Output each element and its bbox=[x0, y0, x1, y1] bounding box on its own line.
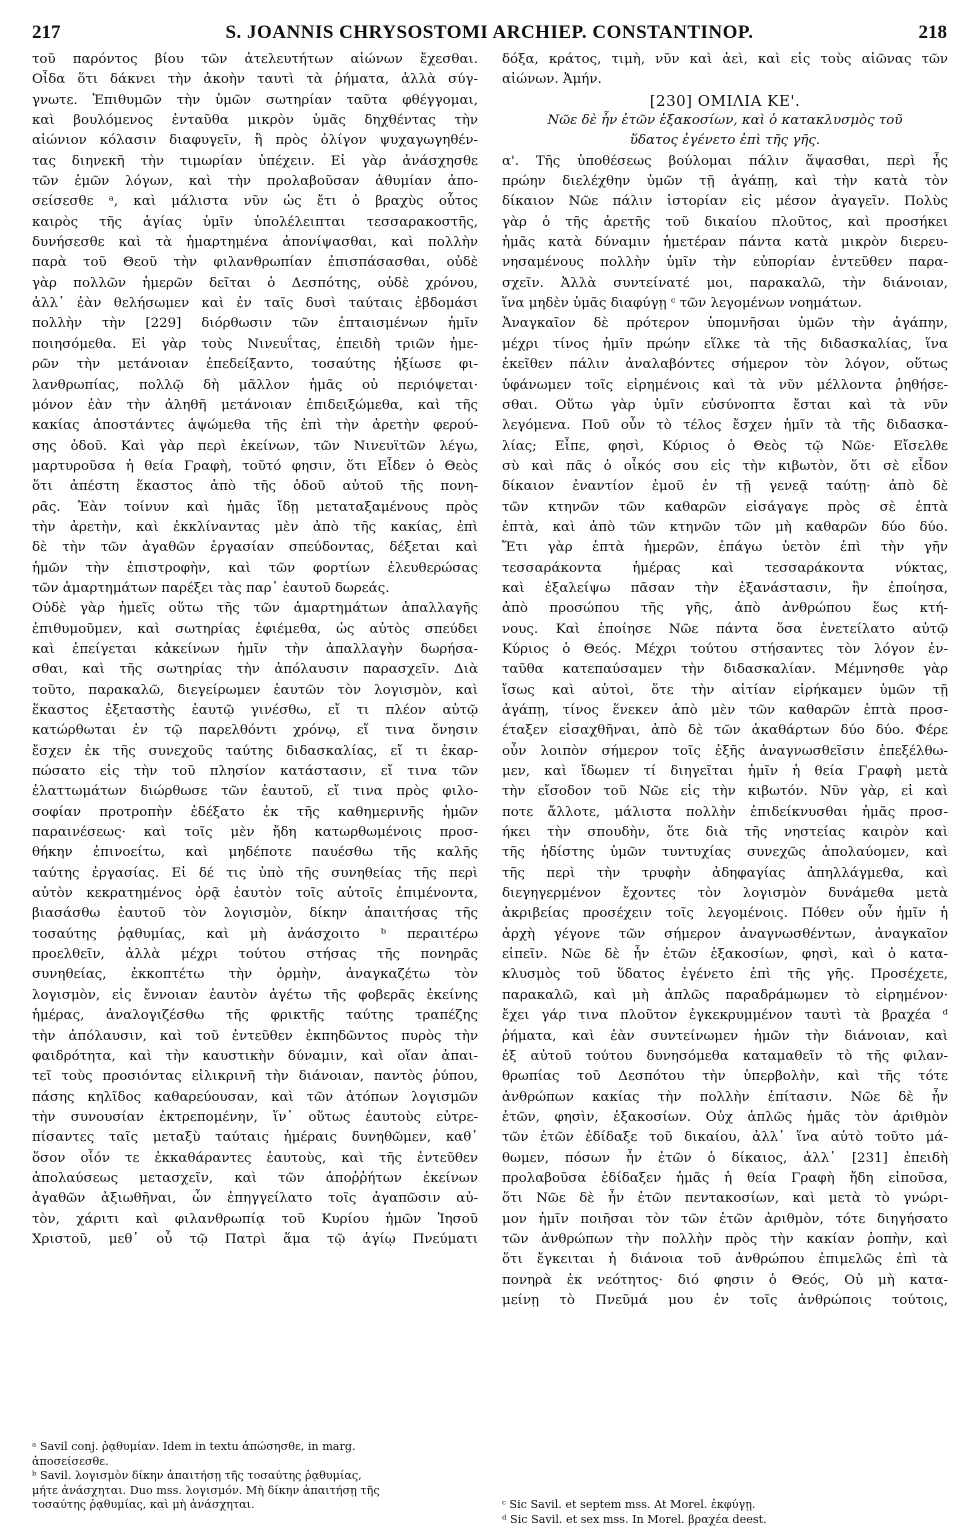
text-line: βιασάσθω ἑαυτοῦ τὸν λογισμὸν, δίκην ἀπαιτήσας τῆς bbox=[32, 906, 478, 922]
text-line: ὅτι ἔγκειται ἡ διάνοια τοῦ ἀνθρώπου ἐπιμελῶς ἐπὶ τὰ bbox=[502, 1252, 948, 1268]
text-line: τεσσαράκοντα ἡμέρας καὶ τεσσαράκοντα νύκτας, bbox=[502, 560, 948, 576]
text-line: καιρὸς τῆς ἁγίας ὑμῖν ὑπολέλειπται τεσσαρακοστῆς, bbox=[32, 214, 478, 230]
text-line: ταύτης ἐργασίας. Εἰ δέ τις ὑπὸ τῆς συνηθείας τῆς περὶ bbox=[32, 865, 478, 881]
text-line: ὅτι ἀπέστη ἕκαστος ἀπὸ τῆς ὁδοῦ αὐτοῦ τῆς πονη- bbox=[32, 479, 478, 495]
text-line: λεγόμενα. Ποῦ οὖν τὸ τέλος ἔσχεν ἡμῖν τὰ τῆς διδασκα- bbox=[502, 418, 948, 434]
text-line: παρακαλῶ, καὶ μὴ ἁπλῶς παραδράμωμεν τὸ εἰρημένον· bbox=[502, 987, 948, 1003]
text-line: ἐκεῖθεν πάλιν ἀναλαβόντες σήμερον τὸν λόγον, οὕτως bbox=[502, 357, 948, 373]
text-line: α'. Τῆς ὑποθέσεως βούλομαι πάλιν ἅψασθαι, περὶ ἧς bbox=[502, 153, 948, 169]
text-line: ρῶν τὴν μετάνοιαν ἐπεδείξαντο, τοσαύτης ἠξίωσε φι- bbox=[32, 357, 478, 373]
text-line: μεν, καὶ ἴδωμεν τί διηγεῖται ἡμῖν ἡ θεία Γραφὴ μετὰ bbox=[502, 764, 948, 780]
text-line: ἐπιθυμοῦμεν, καὶ σωτηρίας ἐφιέμεθα, ὡς αὐτὸς σπεύδει bbox=[32, 621, 478, 637]
text-line: μον ἡμῖν ποιῆσαι τὸν τῶν ἐτῶν ἀριθμὸν, τότε διηγήσατο bbox=[502, 1211, 948, 1227]
text-line: διεγηγερμένον ἔχοντες τὸν λογισμὸν δυνάμεθα μετὰ bbox=[502, 886, 948, 902]
text-line: πάσης κηλῖδος καθαρεύουσαν, καὶ τῶν ἀτόπων λογισμῶν bbox=[32, 1089, 478, 1105]
text-line: ποτε ἄλλοτε, μάλιστα πολλὴν ἐπιδείκνυσθαι ἡμᾶς προσ- bbox=[502, 804, 948, 820]
text-line: ἐλαττωμάτων διώρθωσε τῶν ἑαυτοῦ, εἴ τινα πρὸς φιλο- bbox=[32, 784, 478, 800]
text-line: ἀγαθῶν ἀξιωθῆναι, ὧν ἐπηγγείλατο τοῖς ἀγαπῶσιν αὐ- bbox=[32, 1191, 478, 1207]
text-line: ἔσχεν ἐκ τῆς συνεχοῦς ταύτης διδασκαλίας, εἴ τι ἐκαρ- bbox=[32, 743, 478, 759]
text-line: ἡμέρας, ἀναλογιζέσθω τῆς φρικτῆς ταύτης τραπέζης bbox=[32, 1008, 478, 1024]
text-line: κλυσμὸς τοῦ ὕδατος ἐγένετο ἐπὶ τῆς γῆς. Προσέχετε, bbox=[502, 967, 948, 983]
text-line: αὐτὸν κεκρατημένος ὁρᾷ ἑαυτὸν τοῖς αὐτοῖς ἐπιμένοντα, bbox=[32, 886, 478, 902]
text-line: πώσατο εἰς τὴν τοῦ πλησίον κατάστασιν, εἴ τινα τῶν bbox=[32, 764, 478, 780]
text-line: ἕκαστος ἐξεταστὴς ἑαυτῷ γινέσθω, εἴ τι πλέον αὐτῷ bbox=[32, 703, 478, 718]
text-line: σθαι, καὶ τῆς σωτηρίας τὴν ἀπόλαυσιν παρασχεῖν. Διὰ bbox=[32, 662, 478, 678]
text-line: ἀλλ᾽ ἐὰν θελήσωμεν καὶ ἐν ταῖς δυσὶ ταύταις ἑβδομάσι bbox=[32, 296, 478, 312]
text-line: ἐξ αὐτοῦ τούτου δυνησόμεθα καταμαθεῖν τὸ τῆς φιλαν- bbox=[502, 1048, 948, 1064]
text-line: σχεῖν. Ἀλλὰ συντείνατέ μοι, παρακαλῶ, τὴν διάνοιαν, bbox=[502, 275, 948, 291]
text-line: γὰρ ὁ τῆς ἀρετῆς τοῦ δικαίου πλοῦτος, καὶ προσήκει bbox=[502, 214, 948, 230]
text-line: ὅτι Νῶε δὲ ἦν ἐτῶν πεντακοσίων, καὶ μετὰ τὸ γνώρι- bbox=[502, 1191, 948, 1207]
text-line: τας διηνεκῆ τὴν τιμωρίαν ὑπέχειν. Εἰ γὰρ ἀνάσχησθε bbox=[32, 153, 478, 169]
text-line: εἰπεῖν. Νῶε δὲ ἦν ἐτῶν ἑξακοσίων, φησὶ, καὶ ὁ κατα- bbox=[502, 947, 948, 963]
text-line: ἐτῶν, φησὶν, ἑξακοσίων. Οὐχ ἁπλῶς ἡμᾶς τὸν ἀριθμὸν bbox=[502, 1109, 948, 1125]
text-line: τῶν ἐμῶν λόγων, καὶ τὴν προλαβοῦσαν ἀθυμίαν ἀπο- bbox=[32, 174, 478, 190]
text-line: ρᾶς. Ἐὰν τοίνυν καὶ ἡμᾶς ἴδῃ μεταταξαμένους πρὸς bbox=[32, 499, 478, 515]
right-footnotes bbox=[502, 1498, 948, 1527]
footnote-line: μήτε ἀνάσχηται. Duo mss. λογισμόν. Μὴ δίκην ἀπαιτήσῃ τῆς bbox=[32, 1483, 380, 1497]
footnote-line: ᶜ Sic Savil. et septem mss. At Morel. ἐκφύγῃ. bbox=[502, 1498, 756, 1511]
text-line: δὲ τὴν τῶν ἀγαθῶν ἐργασίαν σπεύδοντας, δέξεται καὶ bbox=[32, 540, 478, 556]
text-line: δόξα, κράτος, τιμὴ, νῦν καὶ ἀεὶ, καὶ εἰς τοὺς αἰῶνας τῶν bbox=[502, 52, 948, 67]
text-line: ἀκριβείας προσέχειν τοῖς λεγομένοις. Πόθεν οὖν ἡμῖν ἡ bbox=[502, 906, 948, 922]
text-line: τῆς περὶ τὴν τρυφὴν ἀδηφαγίας ἀπηλλάγμεθα, καὶ bbox=[502, 865, 948, 881]
footnote-line: τοσαύτης ῥᾳθυμίας, καὶ μὴ ἀνάσχηται. bbox=[32, 1498, 255, 1512]
text-line: τοῦ παρόντος βίου τῶν ἀτελευτήτων αἰώνων ἔχεσθαι. bbox=[32, 52, 478, 67]
text-line: Ἀναγκαῖον δὲ πρότερον ὑπομνῆσαι ὑμῶν τὴν ἀγάπην, bbox=[502, 316, 948, 332]
text-line: αἰώνων. Ἀμήν. bbox=[502, 72, 602, 88]
text-line: ὑφάνωμεν τοῖς εἰρημένοις καὶ τὰ νῦν μέλλοντα ῥηθήσε- bbox=[502, 377, 948, 393]
text-line: σὺ καὶ πᾶς ὁ οἶκός σου εἰς τὴν κιβωτὸν, ὅτι σὲ εἶδον bbox=[502, 458, 948, 474]
text-line: κακίας ἀποστάντες ἁψώμεθα τῆς ἐπὶ τὴν ἀρετὴν φερού- bbox=[32, 418, 478, 434]
text-line: ἡμῶν τὴν ἐπιστροφὴν, καὶ τῶν φορτίων ἐλευθερώσας bbox=[32, 560, 478, 576]
text-line: οὖν λοιπὸν σήμερον τοῖς ἑξῆς ἀναγνωσθεῖσιν ἐπεξέλθω- bbox=[502, 743, 948, 759]
text-line: θρωπίας τοῦ Δεσπότου τὴν ὑπερβολὴν, καὶ τῆς τότε bbox=[502, 1069, 948, 1085]
text-line: αἰώνιον κόλασιν διαφυγεῖν, ἢ πρὸς ὀλίγον ψυχαγωγηθέν- bbox=[32, 133, 478, 149]
text-line: [230] ΟΜΙΛΙΑ ΚΕ'. bbox=[649, 91, 801, 110]
text-line: τὴν ἀπόλαυσιν, καὶ τοῦ ἐντεῦθεν ἐκπηδῶντος πυρὸς τὴν bbox=[32, 1028, 478, 1044]
text-line: νους. Καὶ ἐποίησε Νῶε πάντα ὅσα ἐνετείλατο αὐτῷ bbox=[502, 621, 948, 637]
text-line: τὸν, χάριτι καὶ φιλανθρωπίᾳ τοῦ Κυρίου ἡμῶν Ἰησοῦ bbox=[32, 1211, 478, 1227]
text-line: προλαβοῦσα ἐδίδαξεν ἡμᾶς ἡ θεία Γραφὴ ἤδη εἰποῦσα, bbox=[502, 1170, 948, 1186]
text-line: παρὰ τοῦ Θεοῦ τὴν φιλανθρωπίαν ἐπισπάσασθαι, οὐδὲ bbox=[32, 255, 478, 271]
text-line: ποιησόμεθα. Εἰ γὰρ τοὺς Νινευΐτας, ἐπειδὴ τριῶν ἡμε- bbox=[32, 336, 478, 352]
text-line: πίσαντες ταῖς μεταξὺ ταύταις ἡμέραις δυνηθῶμεν, καθ᾽ bbox=[32, 1130, 478, 1146]
footnote-line: ᵇ Savil. λογισμὸν δίκην ἀπαιτήσῃ τῆς τοσαύτης ῥᾳθυμίας, bbox=[32, 1469, 362, 1483]
text-line: λογισμὸν, εἰς ἔννοιαν ἑαυτὸν ἀγέτω τῆς φοβερᾶς ἐκείνης bbox=[32, 987, 478, 1003]
text-line: Οἶδα ὅτι δάκνει τὴν ἀκοὴν ταυτὶ τὰ ῥήματα, ἀλλὰ σύγ- bbox=[32, 72, 478, 88]
text-line: τὴν συνουσίαν ἐκτρεπομένην, ἵν᾽ οὕτως ἑαυτοὺς εὐτρε- bbox=[32, 1109, 478, 1125]
footnote-line: ἀποσείσεσθε. bbox=[32, 1454, 109, 1468]
text-line: σοφίαν προτροπὴν ἐδέξατο ἐκ τῆς καθημερινῆς ἡμῶν bbox=[32, 804, 478, 820]
text-line: δυνήσεσθε καὶ τὰ ἡμαρτημένα ἀπονίψασθαι, καὶ πολλὴν bbox=[32, 235, 478, 251]
text-line: ἔχει γάρ τινα πλοῦτον ἐγκεκρυμμένον ταυτὶ τὰ βραχέα ᵈ bbox=[502, 1008, 948, 1024]
text-line: συνηθείας, ἐκκοπτέτω τὴν ὁρμὴν, ἀναγκαζέτω τὸν bbox=[32, 967, 478, 983]
text-line: σείσεσθε ᵃ, καὶ μάλιστα νῦν ὡς ἔτι ὁ βραχὺς οὗτος bbox=[32, 194, 478, 210]
text-line: καὶ ἐπείγεται κἀκείνων ἡμῖν τὴν ἀπαλλαγὴν δωρήσα- bbox=[32, 641, 478, 657]
text-line: μείνῃ τὸ Πνεῦμά μου ἐν τοῖς ἀνθρώποις τούτοις, bbox=[502, 1292, 948, 1308]
text-line: γὰρ πολλῶν ἡμερῶν δεῖται ὁ Δεσπότης, οὐδὲ χρόνου, bbox=[32, 275, 478, 291]
left-footnotes bbox=[32, 1440, 478, 1513]
text-line: έταξεν εἰσαχθῆναι, ἀπὸ δὲ τῶν ἀκαθάρτων δύο δύο. Φέρε bbox=[502, 723, 948, 739]
text-line: ἀπολαύσεως μετασχεῖν, καὶ τῶν ἀποῤῥήτων ἐκείνων bbox=[32, 1170, 478, 1186]
footnote-line: ᵃ Savil conj. ῥᾳθυμίαν. Idem in textu ἀπώσησθε, in marg. bbox=[32, 1440, 356, 1453]
page-number-left: 217 bbox=[32, 22, 61, 43]
text-line: πρώην διελέχθην ὑμῶν τῇ ἀγάπῃ, καὶ τὴν κατὰ τὸν bbox=[502, 174, 948, 190]
text-line: ἀγάπῃ, τίνος ἕνεκεν ἀπὸ μὲν τῶν καθαρῶν ἑπτὰ προσ- bbox=[502, 703, 948, 718]
text-line: σης ὁδοῦ. Καὶ γὰρ περὶ ἐκείνων, τῶν Νινευϊτῶν λέγω, bbox=[32, 438, 478, 454]
text-line: Ἔτι γὰρ ἑπτὰ ἡμερῶν, ἐπάγω ὑετὸν ἐπὶ τὴν γῆν bbox=[502, 540, 948, 556]
text-line: σθαι. Οὕτω γὰρ ὑμῖν εὐσύνοπτα ἔσται καὶ τὰ νῦν bbox=[502, 397, 948, 413]
text-line: νησαμένους πολλὴν ὑμῖν τὴν εὐπορίαν ἐντεῦθεν παρα- bbox=[502, 255, 948, 271]
text-line: ὅσον οἷόν τε ἐκκαθάραντες ἑαυτοὺς, καὶ τῆς ἐντεῦθεν bbox=[32, 1150, 478, 1166]
text-line: ἀπὸ προσώπου τῆς γῆς, ἀπὸ ἀνθρώπου ἕως κτή- bbox=[502, 601, 948, 617]
text-line: τοσαύτης ῥᾳθυμίας, καὶ μὴ ἀνάσχοιτο ᵇ περαιτέρω bbox=[32, 926, 478, 942]
text-line: λανθρωπίας, πολλῷ δὴ μᾶλλον ἡμᾶς οὐ περιόψεται· bbox=[32, 377, 478, 393]
text-line: ήκει τὴν σπουδὴν, ὅτε διὰ τῆς νηστείας καιρὸν καὶ bbox=[502, 825, 948, 841]
text-line: μέχρι τίνος ἡμῖν πρώην εἵλκε τὰ τῆς διδασκαλίας, ἵνα bbox=[502, 336, 948, 352]
page-number-right: 218 bbox=[918, 22, 947, 43]
text-line: Χριστοῦ, μεθ᾽ οὗ τῷ Πατρὶ ἅμα τῷ ἁγίῳ Πνεύματι bbox=[32, 1231, 478, 1247]
text-line: τῶν ἁμαρτημάτων παρέξει τὰς παρ᾽ ἑαυτοῦ δωρεάς. bbox=[32, 580, 390, 596]
text-line: Νῶε δὲ ἦν ἐτῶν ἑξακοσίων, καὶ ὁ κατακλυσμὸς τοῦ bbox=[547, 113, 903, 129]
text-line: ἀνθρώπων κακίας τὴν πολλὴν ἐπίτασιν. Νῶε δὲ ἦν bbox=[502, 1089, 948, 1105]
text-line: παραινέσεως· καὶ τοῖς μὲν ἤδη κατωρθωμένοις προσ- bbox=[32, 825, 478, 841]
text-line: καὶ βουλόμενος ἐνταῦθα μικρὸν ὑμᾶς δηχθέντας τὴν bbox=[32, 113, 478, 129]
text-line: ἴσως καὶ αὐτοὶ, ὅτε τὴν αἰτίαν εἰρήκαμεν ὑμῶν τῇ bbox=[502, 682, 948, 698]
text-line: ῥήματα, καὶ ἐὰν συντείνωμεν ἡμῶν τὴν διάνοιαν, καὶ bbox=[502, 1028, 948, 1044]
left-column bbox=[32, 50, 478, 1250]
footnote-line: ᵈ Sic Savil. et sex mss. In Morel. βραχέα deest. bbox=[502, 1512, 767, 1526]
text-line: δίκαιον Νῶε πάλιν ἱστορίαν εἰς μέσον ἀγαγεῖν. Πολὺς bbox=[502, 194, 948, 210]
text-line: τεῖ τοὺς προσιόντας εἰλικρινῆ τὴν διάνοιαν, παντὸς ῥύπου, bbox=[32, 1069, 478, 1085]
text-line: τῶν ἐτῶν ἐδίδαξε τοῦ δικαίου, ἀλλ᾽ ἵνα αὐτὸ τοῦτο μά- bbox=[502, 1130, 948, 1146]
text-line: τὴν εἴσοδον τοῦ Νῶε εἰς τὴν κιβωτόν. Νῦν γὰρ, εἰ καὶ bbox=[502, 784, 948, 800]
text-columns bbox=[22, 50, 957, 1530]
text-line: Κύριος ὁ Θεός. Μέχρι τούτου στήσαντες τὸν λόγον ἐν- bbox=[502, 641, 948, 657]
text-line: κατώρθωται ἐν τῷ παρελθόντι χρόνῳ, εἴ τινα ὄνησιν bbox=[32, 723, 478, 739]
text-line: θωμεν, πόσων ἦν ἐτῶν ὁ δίκαιος, ἀλλ᾽ [231] ἐπειδὴ bbox=[502, 1150, 948, 1166]
page-header bbox=[22, 16, 957, 50]
text-line: τὴν ἀρετὴν, καὶ ἐκκλίναντας μὲν ἀπὸ τῆς κακίας, ἐπὶ bbox=[32, 519, 478, 535]
text-line: καὶ ἐξαλείψω πᾶσαν τὴν ἐξανάστασιν, ἣν ἐποίησα, bbox=[502, 580, 948, 596]
right-column bbox=[502, 50, 948, 1311]
text-line: τῶν κτηνῶν τῶν καθαρῶν εἰσάγαγε πρὸς σὲ ἑπτὰ bbox=[502, 499, 948, 515]
text-line: θήκην ἐπινοείτω, καὶ μηδέποτε παυέσθω τῆς καλῆς bbox=[32, 845, 478, 861]
text-line: ταῦθα κατεπαύσαμεν τὴν διδασκαλίαν. Μέμνησθε γὰρ bbox=[502, 662, 948, 678]
text-line: λίας; Εἶπε, φησὶ, Κύριος ὁ Θεὸς τῷ Νῶε· Εἴσελθε bbox=[502, 438, 948, 454]
text-line: τῆς ἡδίστης ὑμῶν τυντυχίας συνεχῶς ἀπολαύομεν, καὶ bbox=[502, 845, 948, 861]
text-line: ἑπτὰ, καὶ ἀπὸ τῶν κτηνῶν τῶν μὴ καθαρῶν δύο δύο. bbox=[502, 519, 948, 535]
text-line: πολλὴν τὴν [229] διόρθωσιν τῶν ἐπταισμένων ἡμῖν bbox=[32, 316, 478, 332]
text-line: μαρτυροῦσα ἡ θεία Γραφὴ, τοῦτό φησιν, ὅτι Εἶδεν ὁ Θεὸς bbox=[32, 458, 478, 474]
text-line: μόνον ἐὰν τὴν ἀληθῆ μετάνοιαν ἐπιδειξώμεθα, καὶ τῆς bbox=[32, 397, 478, 413]
running-title: S. JOANNIS CHRYSOSTOMI ARCHIEP. CONSTANTINOP. bbox=[225, 22, 754, 43]
text-line: τῶν ἀνθρώπων τὴν πολλὴν πρὸς τὴν κακίαν ῥοπὴν, καὶ bbox=[502, 1231, 948, 1247]
text-line: γνωτε. Ἐπιθυμῶν τὴν ὑμῶν σωτηρίαν ταῦτα φθέγγομαι, bbox=[32, 92, 478, 108]
text-line: φαιδρότητα, καὶ τὴν καυστικὴν δύναμιν, καὶ οἵαν ἀπαι- bbox=[32, 1048, 478, 1064]
text-line: ὕδατος ἐγένετο ἐπὶ τῆς γῆς. bbox=[629, 133, 821, 149]
text-line: προελθεῖν, ἀλλὰ μέχρι τούτου στήσας τῆς πονηρᾶς bbox=[32, 947, 478, 963]
text-line: ἵνα μηδὲν ὑμᾶς διαφύγῃ ᶜ τῶν λεγομένων νοημάτων. bbox=[502, 296, 862, 312]
text-line: Οὐδὲ γὰρ ἡμεῖς οὕτω τῆς τῶν ἁμαρτημάτων ἀπαλλαγῆς bbox=[32, 601, 478, 617]
text-line: τοῦτο, παρακαλῶ, διεγείρωμεν ἑαυτῶν τὸν λογισμὸν, καὶ bbox=[32, 682, 478, 698]
text-line: δίκαιον ἐναντίον ἐμοῦ ἐν τῇ γενεᾷ ταύτῃ· ἀπὸ δὲ bbox=[502, 479, 948, 495]
text-line: ἀρχὴ γέγονε τῶν σήμερον ἀναγνωσθέντων, ἀναγκαῖον bbox=[502, 926, 948, 942]
text-line: ἡμᾶς κατὰ δύναμιν ἡμετέραν πάντα κατὰ μικρὸν διερευ- bbox=[502, 235, 948, 251]
text-line: πονηρὰ ἐκ νεότητος· διό φησιν ὁ Θεός, Οὐ μὴ κατα- bbox=[502, 1272, 948, 1288]
